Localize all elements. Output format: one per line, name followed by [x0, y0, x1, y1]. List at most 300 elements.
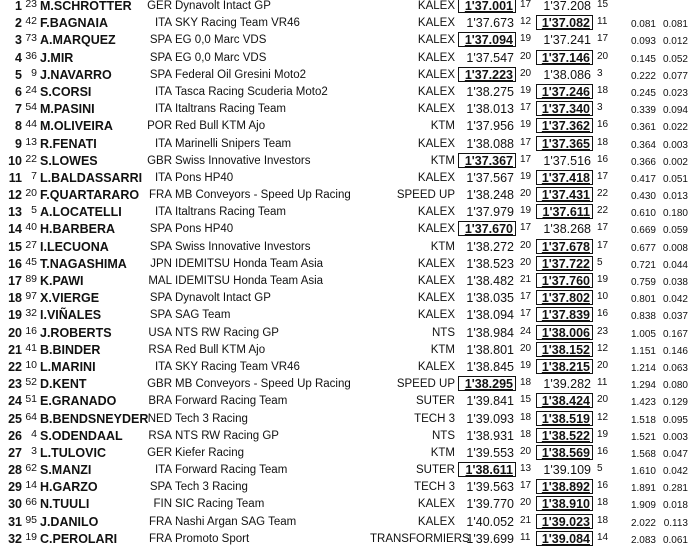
lap-number-1: 19 — [520, 84, 532, 96]
table-row — [0, 445, 697, 462]
nation: FRA — [149, 532, 172, 545]
motorcycle: KALEX — [417, 275, 455, 287]
lap-time-1: 1'37.673 — [466, 16, 514, 31]
gap-to-previous: 0.003 — [662, 431, 688, 443]
rider-name: L.TULOVIC — [40, 445, 106, 460]
position: 19 — [8, 308, 22, 323]
nation: BRA — [148, 395, 172, 408]
gap-to-first: 2.022 — [630, 517, 656, 529]
team-name: Swiss Innovative Investors — [175, 154, 311, 167]
table-row — [0, 307, 697, 324]
gap-to-previous: 0.113 — [663, 517, 688, 529]
lap-number-2: 17 — [597, 222, 609, 234]
lap-time-2: 1'37.146 — [536, 50, 593, 65]
lap-number-2: 12 — [597, 411, 609, 423]
lap-time-1: 1'38.094 — [466, 308, 514, 323]
team-name: Promoto Sport — [175, 532, 250, 545]
team-name: SAG Team — [175, 309, 231, 322]
rider-number: 14 — [25, 479, 37, 492]
lap-time-1: 1'37.223 — [458, 67, 516, 82]
gap-to-previous: 0.044 — [662, 259, 688, 271]
motorcycle: NTS — [432, 429, 455, 442]
nation: ITA — [154, 464, 172, 477]
team-name: Tasca Racing Scuderia Moto2 — [175, 85, 328, 98]
lap-number-1: 17 — [520, 136, 532, 148]
lap-time-2: 1'38.522 — [536, 428, 593, 443]
lap-number-1: 17 — [520, 0, 532, 10]
gap-to-first: 0.417 — [630, 173, 656, 185]
lap-number-1: 15 — [520, 394, 532, 406]
lap-time-2: 1'38.152 — [536, 342, 593, 357]
lap-number-1: 17 — [520, 153, 532, 165]
gap-to-previous: 0.051 — [662, 173, 688, 185]
rider-number: 45 — [25, 255, 37, 268]
lap-number-1: 20 — [520, 445, 532, 457]
gap-to-previous: 0.037 — [662, 311, 688, 323]
lap-number-2: 20 — [597, 359, 609, 371]
table-row — [0, 290, 697, 307]
gap-to-previous: 0.023 — [662, 87, 688, 99]
table-row — [0, 50, 697, 67]
rider-name: B.BENDSNEYDER — [40, 411, 149, 426]
nation: ITA — [154, 137, 172, 150]
motorcycle: KALEX — [417, 498, 455, 511]
position: 27 — [8, 445, 22, 460]
rider-name: F.BAGNAIA — [40, 16, 109, 31]
table-row — [0, 325, 697, 342]
gap-to-first: 0.364 — [630, 139, 656, 151]
rider-name: A.LOCATELLI — [40, 205, 122, 220]
lap-time-2: 1'37.082 — [536, 15, 593, 30]
lap-number-1: 21 — [520, 514, 532, 526]
table-row — [0, 136, 697, 153]
motorcycle: SPEED UP — [396, 189, 455, 202]
table-row — [0, 273, 697, 290]
motorcycle: KALEX — [417, 309, 455, 322]
team-name: Dynavolt Intact GP — [175, 0, 271, 12]
position: 6 — [15, 84, 22, 99]
lap-time-2: 1'37.246 — [536, 84, 593, 99]
position: 29 — [8, 480, 22, 495]
gap-to-first: 1.521 — [630, 431, 656, 443]
gap-to-previous: 0.022 — [662, 122, 688, 134]
rider-name: A.MARQUEZ — [40, 33, 116, 48]
nation: ITA — [154, 17, 172, 30]
motorcycle: KALEX — [417, 68, 455, 81]
rider-name: J.DANILO — [40, 514, 99, 529]
gap-to-previous: 0.081 — [662, 19, 688, 31]
motorcycle: KALEX — [417, 51, 455, 64]
nation: ITA — [154, 171, 172, 184]
lap-number-2: 5 — [597, 256, 603, 268]
gap-to-previous: 0.180 — [662, 208, 688, 220]
table-row — [0, 84, 697, 101]
lap-time-1: 1'38.275 — [466, 84, 514, 99]
lap-number-2: 23 — [597, 325, 609, 337]
rider-name: I.VIÑALES — [40, 308, 102, 323]
nation: ITA — [154, 206, 172, 219]
lap-time-2: 1'37.760 — [536, 273, 593, 288]
lap-time-2: 1'38.519 — [536, 411, 593, 426]
lap-time-1: 1'37.567 — [466, 170, 514, 185]
rider-number: 95 — [25, 513, 37, 526]
rider-name: R.FENATI — [40, 136, 97, 151]
position: 3 — [15, 33, 22, 48]
lap-number-2: 22 — [597, 188, 609, 200]
lap-number-1: 20 — [520, 342, 532, 354]
lap-number-2: 22 — [597, 205, 609, 217]
lap-time-1: 1'38.984 — [466, 325, 514, 340]
motorcycle: KALEX — [417, 257, 455, 270]
rider-number: 13 — [25, 135, 37, 148]
position: 11 — [8, 170, 22, 185]
lap-time-2: 1'37.431 — [536, 187, 593, 202]
gap-to-previous: 0.018 — [662, 500, 688, 512]
team-name: SKY Racing Team VR46 — [175, 17, 300, 30]
rider-number: 9 — [31, 66, 37, 79]
gap-to-first: 1.005 — [630, 328, 656, 340]
lap-number-2: 16 — [597, 480, 609, 492]
rider-name: S.ODENDAAL — [40, 428, 123, 443]
table-row — [0, 153, 697, 170]
motorcycle: NTS — [432, 326, 455, 339]
position: 1 — [15, 0, 22, 13]
gap-to-first: 1.214 — [630, 362, 656, 374]
position: 26 — [8, 428, 22, 443]
rider-name: S.CORSI — [40, 84, 92, 99]
lap-number-2: 18 — [597, 514, 609, 526]
motorcycle: KTM — [430, 343, 455, 356]
gap-to-previous: 0.080 — [662, 380, 688, 392]
team-name: Forward Racing Team — [175, 464, 288, 477]
motorcycle: KALEX — [417, 34, 455, 47]
lap-number-1: 20 — [520, 239, 532, 251]
position: 25 — [8, 411, 22, 426]
lap-time-1: 1'37.001 — [458, 0, 516, 13]
motorcycle: TECH 3 — [414, 481, 455, 494]
lap-time-1: 1'38.845 — [466, 359, 514, 374]
position: 10 — [8, 153, 22, 168]
position: 23 — [8, 377, 22, 392]
gap-to-first: 0.339 — [630, 105, 656, 117]
position: 20 — [8, 325, 22, 340]
position: 2 — [15, 16, 22, 31]
nation: USA — [148, 326, 172, 339]
lap-number-2: 20 — [597, 50, 609, 62]
table-row — [0, 204, 697, 221]
table-row — [0, 462, 697, 479]
lap-number-1: 17 — [520, 291, 532, 303]
lap-time-1: 1'38.611 — [458, 462, 516, 477]
gap-to-first: 1.423 — [630, 397, 656, 409]
position: 32 — [8, 531, 22, 546]
table-row — [0, 428, 697, 445]
gap-to-first: 0.610 — [630, 208, 656, 220]
lap-number-2: 20 — [597, 394, 609, 406]
position: 13 — [8, 205, 22, 220]
lap-time-2: 1'37.241 — [543, 33, 591, 48]
team-name: EG 0,0 Marc VDS — [175, 34, 267, 47]
motorcycle: KTM — [430, 446, 455, 459]
nation: JPN — [150, 257, 172, 270]
table-row — [0, 170, 697, 187]
nation: GER — [147, 446, 172, 459]
lap-time-2: 1'37.678 — [536, 239, 593, 254]
team-name: Nashi Argan SAG Team — [175, 515, 297, 528]
position: 31 — [8, 514, 22, 529]
gap-to-previous: 0.047 — [662, 448, 688, 460]
rider-number: 7 — [31, 169, 37, 182]
rider-number: 40 — [25, 221, 37, 234]
table-row — [0, 514, 697, 531]
lap-time-2: 1'37.802 — [536, 290, 593, 305]
nation: GBR — [147, 154, 172, 167]
motorcycle: TECH 3 — [414, 412, 455, 425]
motorcycle: TRANSFORMIERS — [370, 532, 470, 545]
lap-number-1: 19 — [520, 33, 532, 45]
team-name: Federal Oil Gresini Moto2 — [175, 68, 307, 81]
gap-to-previous: 0.002 — [662, 156, 688, 168]
gap-to-first: 0.366 — [630, 156, 656, 168]
lap-time-2: 1'38.268 — [543, 222, 591, 237]
position: 18 — [8, 291, 22, 306]
motorcycle: KTM — [430, 120, 455, 133]
team-name: Tech 3 Racing — [175, 412, 248, 425]
lap-number-2: 11 — [597, 16, 608, 28]
nation: ITA — [154, 85, 172, 98]
rider-number: 64 — [25, 410, 37, 423]
team-name: Pons HP40 — [175, 171, 234, 184]
rider-name: F.QUARTARARO — [40, 188, 140, 203]
lap-number-1: 17 — [520, 480, 532, 492]
lap-number-2: 19 — [597, 428, 609, 440]
nation: GER — [147, 0, 172, 12]
lap-time-2: 1'39.109 — [543, 463, 591, 478]
motorcycle: KALEX — [417, 137, 455, 150]
rider-name: S.LOWES — [40, 153, 98, 168]
rider-name: S.MANZI — [40, 463, 92, 478]
lap-time-2: 1'37.516 — [543, 153, 591, 168]
gap-to-first: 0.081 — [630, 19, 656, 31]
rider-number: 10 — [25, 358, 37, 371]
lap-number-2: 16 — [597, 153, 609, 165]
rider-number: 51 — [25, 393, 37, 406]
table-row — [0, 32, 697, 49]
position: 22 — [8, 359, 22, 374]
position: 30 — [8, 497, 22, 512]
rider-name: L.BALDASSARRI — [40, 170, 143, 185]
table-row — [0, 0, 697, 15]
team-name: Kiefer Racing — [175, 446, 245, 459]
nation: FRA — [149, 515, 172, 528]
table-row — [0, 531, 697, 548]
lap-number-2: 16 — [597, 308, 609, 320]
gap-to-first: 1.568 — [630, 448, 656, 460]
lap-time-1: 1'38.295 — [458, 376, 516, 391]
rider-number: 62 — [25, 462, 37, 475]
gap-to-first: 0.093 — [630, 36, 656, 48]
nation: GBR — [147, 378, 172, 391]
position: 7 — [15, 102, 22, 117]
rider-number: 44 — [25, 118, 37, 131]
rider-name: X.VIERGE — [40, 291, 100, 306]
table-row — [0, 15, 697, 32]
team-name: NTS RW Racing GP — [175, 429, 279, 442]
nation: SPA — [149, 481, 172, 494]
team-name: Pons HP40 — [175, 223, 234, 236]
table-row — [0, 187, 697, 204]
lap-time-1: 1'38.088 — [466, 136, 514, 151]
rider-number: 41 — [25, 341, 37, 354]
gap-to-previous: 0.059 — [662, 225, 688, 237]
lap-number-2: 18 — [597, 136, 609, 148]
rider-name: B.BINDER — [40, 342, 101, 357]
lap-number-1: 13 — [520, 463, 532, 475]
gap-to-previous: 0.013 — [662, 191, 688, 203]
rider-name: E.GRANADO — [40, 394, 117, 409]
team-name: Red Bull KTM Ajo — [175, 120, 266, 133]
rider-name: L.MARINI — [40, 359, 96, 374]
table-row — [0, 496, 697, 513]
lap-number-2: 3 — [597, 102, 603, 114]
lap-number-1: 18 — [520, 377, 532, 389]
gap-to-first: 0.801 — [630, 294, 656, 306]
lap-number-1: 21 — [520, 274, 532, 285]
gap-to-previous: 0.052 — [662, 53, 688, 65]
lap-number-2: 18 — [597, 84, 609, 96]
lap-number-2: 17 — [597, 170, 609, 182]
lap-number-2: 18 — [597, 497, 609, 509]
gap-to-first: 0.430 — [630, 191, 656, 203]
lap-time-1: 1'38.035 — [466, 291, 514, 306]
gap-to-previous: 0.042 — [662, 294, 688, 306]
gap-to-first: 0.838 — [630, 311, 656, 323]
table-row — [0, 221, 697, 238]
team-name: Tech 3 Racing — [175, 481, 248, 494]
lap-number-2: 3 — [597, 67, 603, 79]
table-row — [0, 239, 697, 256]
table-row — [0, 342, 697, 359]
lap-time-1: 1'38.523 — [466, 256, 514, 271]
gap-to-previous: 0.146 — [662, 345, 688, 357]
rider-name: H.BARBERA — [40, 222, 115, 237]
gap-to-previous: 0.129 — [662, 397, 688, 409]
rider-number: 22 — [25, 152, 37, 165]
nation: FIN — [153, 498, 172, 511]
gap-to-previous: 0.038 — [662, 277, 688, 288]
nation: MAL — [148, 275, 172, 287]
lap-time-2: 1'38.424 — [536, 393, 593, 408]
lap-time-1: 1'39.553 — [466, 445, 514, 460]
lap-number-1: 12 — [520, 16, 532, 28]
motorcycle: KTM — [430, 240, 455, 253]
lap-time-1: 1'38.931 — [466, 428, 514, 443]
nation: SPA — [149, 223, 172, 236]
lap-number-1: 17 — [520, 308, 532, 320]
lap-number-1: 17 — [520, 222, 532, 234]
gap-to-first: 0.721 — [630, 259, 656, 271]
rider-number: 16 — [25, 324, 37, 337]
rider-number: 54 — [25, 101, 37, 114]
lap-number-2: 17 — [597, 33, 609, 45]
rider-name: D.KENT — [40, 377, 87, 392]
lap-time-1: 1'39.699 — [466, 531, 514, 546]
lap-number-1: 19 — [520, 205, 532, 217]
lap-time-1: 1'40.052 — [466, 514, 514, 529]
gap-to-previous: 0.012 — [662, 36, 688, 48]
motorcycle: KALEX — [417, 85, 455, 98]
gap-to-previous: 0.063 — [662, 362, 688, 374]
rider-name: T.NAGASHIMA — [40, 256, 127, 271]
lap-number-1: 11 — [520, 531, 531, 543]
gap-to-previous: 0.094 — [662, 105, 688, 117]
position: 9 — [15, 136, 22, 151]
nation: SPA — [149, 51, 172, 64]
lap-number-2: 19 — [597, 274, 609, 285]
gap-to-first: 1.909 — [630, 500, 656, 512]
team-name: Red Bull KTM Ajo — [175, 343, 266, 356]
motorcycle: SUTER — [416, 395, 455, 408]
team-name: Forward Racing Team — [175, 395, 288, 408]
motorcycle: SPEED UP — [396, 378, 455, 391]
lap-number-1: 19 — [520, 170, 532, 182]
motorcycle: KALEX — [417, 171, 455, 184]
motorcycle: SUTER — [416, 464, 455, 477]
rider-name: M.PASINI — [40, 102, 95, 117]
lap-number-1: 20 — [520, 497, 532, 509]
team-name: IDEMITSU Honda Team Asia — [175, 275, 324, 287]
gap-to-first: 0.222 — [630, 70, 656, 82]
lap-time-1: 1'38.482 — [466, 274, 514, 288]
table-row — [0, 393, 697, 410]
lap-number-1: 19 — [520, 119, 532, 131]
lap-time-2: 1'38.892 — [536, 479, 593, 494]
table-row — [0, 376, 697, 393]
rider-number: 97 — [25, 290, 37, 303]
rider-name: J.NAVARRO — [40, 67, 112, 82]
position: 21 — [8, 342, 22, 357]
team-name: Swiss Innovative Investors — [175, 240, 311, 253]
lap-number-1: 24 — [520, 325, 532, 337]
nation: POR — [147, 120, 172, 133]
position: 14 — [8, 222, 22, 237]
lap-time-2: 1'39.282 — [543, 377, 591, 392]
gap-to-previous: 0.061 — [662, 534, 688, 546]
rider-name: M.SCHROTTER — [40, 0, 132, 13]
rider-number: 66 — [25, 496, 37, 509]
nation: SPA — [149, 68, 172, 81]
lap-time-2: 1'38.086 — [543, 67, 591, 82]
team-name: Dynavolt Intact GP — [175, 292, 271, 305]
position: 15 — [8, 239, 22, 254]
lap-time-2: 1'37.418 — [536, 170, 593, 185]
position: 17 — [8, 274, 22, 288]
lap-number-1: 18 — [520, 428, 532, 440]
nation: SPA — [149, 292, 172, 305]
lap-time-1: 1'38.013 — [466, 102, 514, 117]
rider-number: 27 — [25, 238, 37, 251]
rider-name: I.LECUONA — [40, 239, 109, 254]
rider-number: 23 — [25, 0, 37, 10]
lap-number-2: 12 — [597, 342, 609, 354]
lap-number-2: 5 — [597, 463, 603, 475]
motorcycle: KTM — [430, 154, 455, 167]
lap-time-1: 1'39.841 — [466, 394, 514, 409]
lap-number-1: 17 — [520, 102, 532, 114]
motorcycle: KALEX — [417, 292, 455, 305]
lap-time-2: 1'37.839 — [536, 307, 593, 322]
gap-to-previous: 0.095 — [662, 414, 688, 426]
